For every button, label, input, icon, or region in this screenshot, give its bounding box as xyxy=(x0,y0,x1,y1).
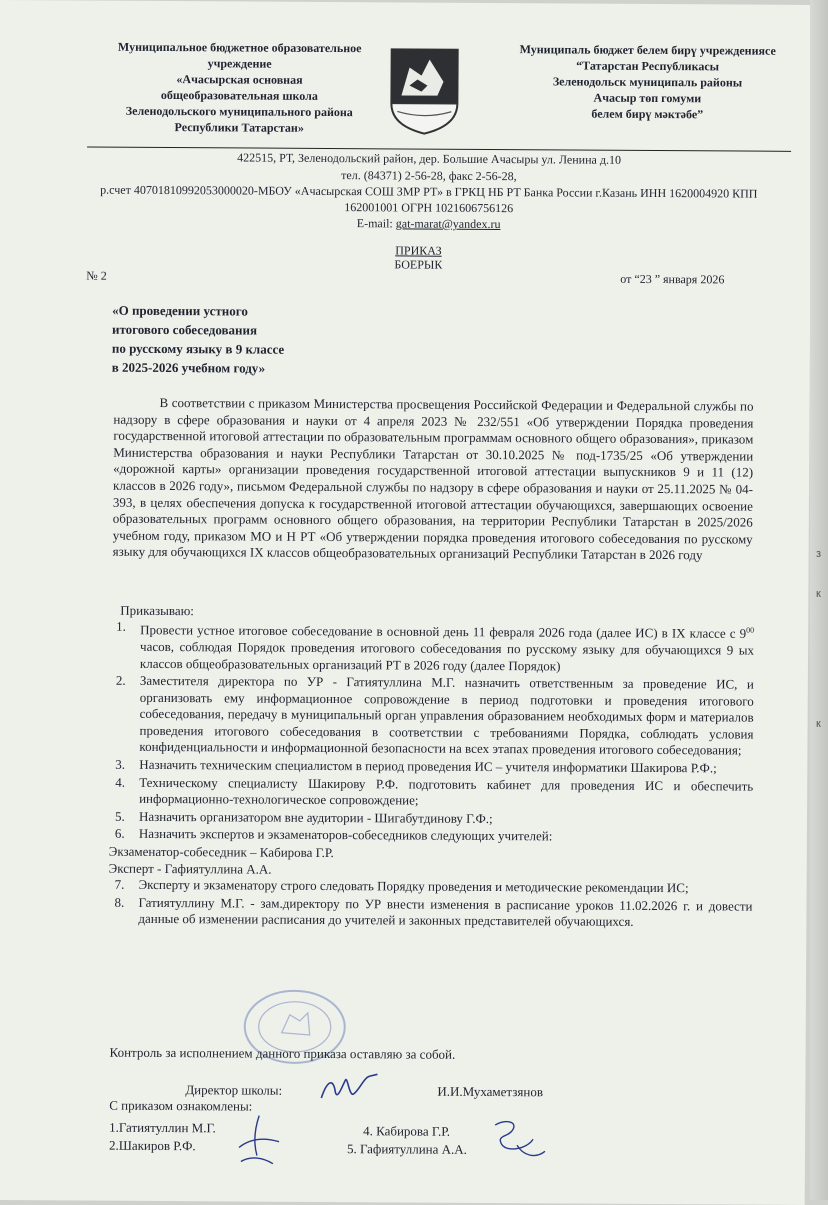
list-item xyxy=(112,619,754,676)
list-item xyxy=(111,673,753,760)
examiner-line: Экзаменатор-собеседник – Кабирова Г.Р. xyxy=(108,843,334,861)
header-left-line: Республики Татарстан» xyxy=(174,120,304,135)
item-text: Назначить организатором вне аудитории - Шигабутдинову Г.Ф.; xyxy=(138,808,493,826)
item-text: Техническому специалисту Шакирову Р.Ф. подготовить кабинет для проведения ИС и обеспечить информационно-технологическое сопровождение; xyxy=(139,774,754,808)
item-text: часов, соблюдая Порядок проведения итогового собеседования по русскому языку для обучающихся 9 ых классов общеобразовательных организаций РТ в 2026 году (далее Порядок) xyxy=(139,638,755,673)
school-name-tatar xyxy=(487,41,807,123)
coat-of-arms-icon xyxy=(387,45,462,137)
director-name: И.И.Мухаметзянов xyxy=(437,1083,544,1100)
acquainted-entry: 2.Шакиров Р.Ф. xyxy=(108,1137,196,1154)
phone-line: тел. (84371) 2-56-28, факс 2-56-28, xyxy=(341,168,517,184)
signature-icon xyxy=(229,1111,289,1171)
order-title-text: ПРИКАЗ xyxy=(395,243,442,258)
signature-icon xyxy=(487,1115,551,1165)
acquainted-label: С приказом ознакомлены: xyxy=(109,1097,253,1114)
control-statement: Контроль за исполнением данного приказа оставляю за собой. xyxy=(109,1044,456,1062)
adjacent-page-edge xyxy=(810,0,828,1200)
subject-line: в 2025-2026 учебном году» xyxy=(111,359,266,376)
header-right-line: белем бирү мәктәбе” xyxy=(591,106,704,122)
header-right-line: “Татарстан Республикасы xyxy=(576,58,720,74)
school-name-russian xyxy=(89,39,390,137)
order-number: № 2 xyxy=(86,268,107,283)
subject-line: по русскому языку в 9 классе xyxy=(111,340,285,357)
director-signature-icon xyxy=(315,1070,385,1104)
expert-line: Эксперт - Гафиятуллина А.А. xyxy=(108,860,272,877)
item-text: Назначить экспертов и экзаменаторов-собеседников следующих учителей: xyxy=(138,826,553,844)
item-number: 1. xyxy=(116,618,126,634)
preamble xyxy=(113,395,754,565)
order-title-tatar: БОЕРЫК xyxy=(394,257,443,272)
header-right-line: Ачасыр төп гомуми xyxy=(593,90,702,106)
item-number: 2. xyxy=(115,672,126,688)
item-text: Заместителя директора по УР - Гатиятуллина М.Г. назначить ответственным за проведение ИС, и организовать ему информационное сопровождение в период подготовки и проведения итогового собеседования, передачу в муниципальный орган управления образованием необходимых форм и материалов проведения итогового собеседования в соответствии с требованиями Порядка, соблюдать условия конфиденциальности и информационной безопасности на всех этапах проведения итогового собеседования; xyxy=(139,672,754,759)
header-left-line: «Ачасырская основная xyxy=(176,72,303,87)
acquainted-entry: 1.Гатиятуллин М.Г. xyxy=(109,1119,216,1136)
item-text: Гатиятуллину М.Г. - зам.директору по УР внести изменения в расписание уроков 11.02.2026 г. и довести данные об изменении расписания до учителей и законных представителей обучающихся. xyxy=(138,894,753,930)
bank-line: р.счет 40701810992053000020-МБОУ «Ачасырская СОШ ЗМР РТ» в ГРКЦ НБ РТ Банка России г.Казань ИНН 1620004920 КПП xyxy=(100,182,758,201)
item-number: 4. xyxy=(115,774,126,790)
order-word: Приказываю: xyxy=(120,602,194,619)
edge-mark: з xyxy=(816,548,822,560)
subject-line: итогового собеседования xyxy=(111,321,258,338)
header-left-line: Зеленодольского муниципального района xyxy=(125,103,353,120)
subject-line: «О проведении устного xyxy=(112,302,248,319)
acquainted-entry: 5. Гафиятуллина А.А. xyxy=(346,1141,467,1157)
ogrn-line: 162001001 ОГРН 1021606756126 xyxy=(344,200,514,216)
email-label: E-mail: xyxy=(356,216,396,231)
item-number: 6. xyxy=(114,826,125,842)
item-number: 5. xyxy=(114,808,125,824)
director-label: Директор школы: xyxy=(185,1082,283,1098)
order-items xyxy=(110,619,754,933)
item-number: 8. xyxy=(114,894,125,910)
acquainted-entry: 4. Кабирова Г.Р. xyxy=(363,1123,451,1139)
item-text: Эксперту и экзаменатору строго следовать Порядку проведения и методические рекомендации ИС; xyxy=(138,877,689,896)
address-line: 422515, РТ, Зеленодольский район, дер. Большие Ачасыры ул. Ленина д.10 xyxy=(237,150,622,167)
order-date: от “23 ” января 2026 xyxy=(620,271,725,287)
edge-mark: к xyxy=(816,588,821,600)
preamble-text: В соответствии с приказом Министерства просвещения Российской Федерации и Федеральной службы по надзору в сфере образования и науки от 4 апреля 2023 № 232/551 «Об утверждении Порядка проведения государственной итоговой аттестации по образовательным программам основного общего образования», приказом Министерства образования и науки Республики Татарстан от 30.10.2025 № под-1735/25 «Об утверждении «дорожной карты» организации проведения государственной итоговой аттестации выпускников 9 и 11 (12) классов в 2026 году», письмом Федеральной службы по надзору в сфере образования и науки от 25.11.2025 № 04-393, в целях обеспечения допуска к государственной итоговой аттестации обучающихся, завершающих освоение образовательных программ основного общего образования, на территории Республики Татарстан в 2025/2026 учебном году, приказом МО и Н РТ «Об утверждении порядка проведения итогового собеседования по русскому языку для обучающихся IX классов общеобразовательных организаций Республики Татарстан в 2026 году xyxy=(112,394,754,563)
order-subject xyxy=(112,301,372,379)
header-right-line: Муниципаль бюджет белем бирү учреждениясе xyxy=(519,42,776,58)
item-number: 7. xyxy=(114,876,125,893)
item-superscript: 00 xyxy=(746,625,755,635)
header-left-line: учреждение xyxy=(207,56,272,71)
item-text: Провести устное итоговое собеседование в основной день 11 февраля 2026 года (далее ИС) в IX классе с 9 xyxy=(140,622,747,641)
header-left-line: общеобразовательная школа xyxy=(160,87,318,103)
item-text: Назначить техническим специалистом в период проведения ИС – учителя информатики Шакирова Р.Ф.; xyxy=(139,756,717,776)
list-item xyxy=(111,774,753,811)
edge-mark: к xyxy=(816,718,821,730)
header-left-line: Муниципальное бюджетное образовательное xyxy=(117,39,362,56)
item-number: 3. xyxy=(115,756,126,772)
header-right-line: Зеленодольск муниципаль районы xyxy=(552,74,743,90)
email-line xyxy=(59,213,799,235)
email-link[interactable]: gat-marat@yandex.ru xyxy=(395,216,501,232)
list-item xyxy=(110,895,752,932)
